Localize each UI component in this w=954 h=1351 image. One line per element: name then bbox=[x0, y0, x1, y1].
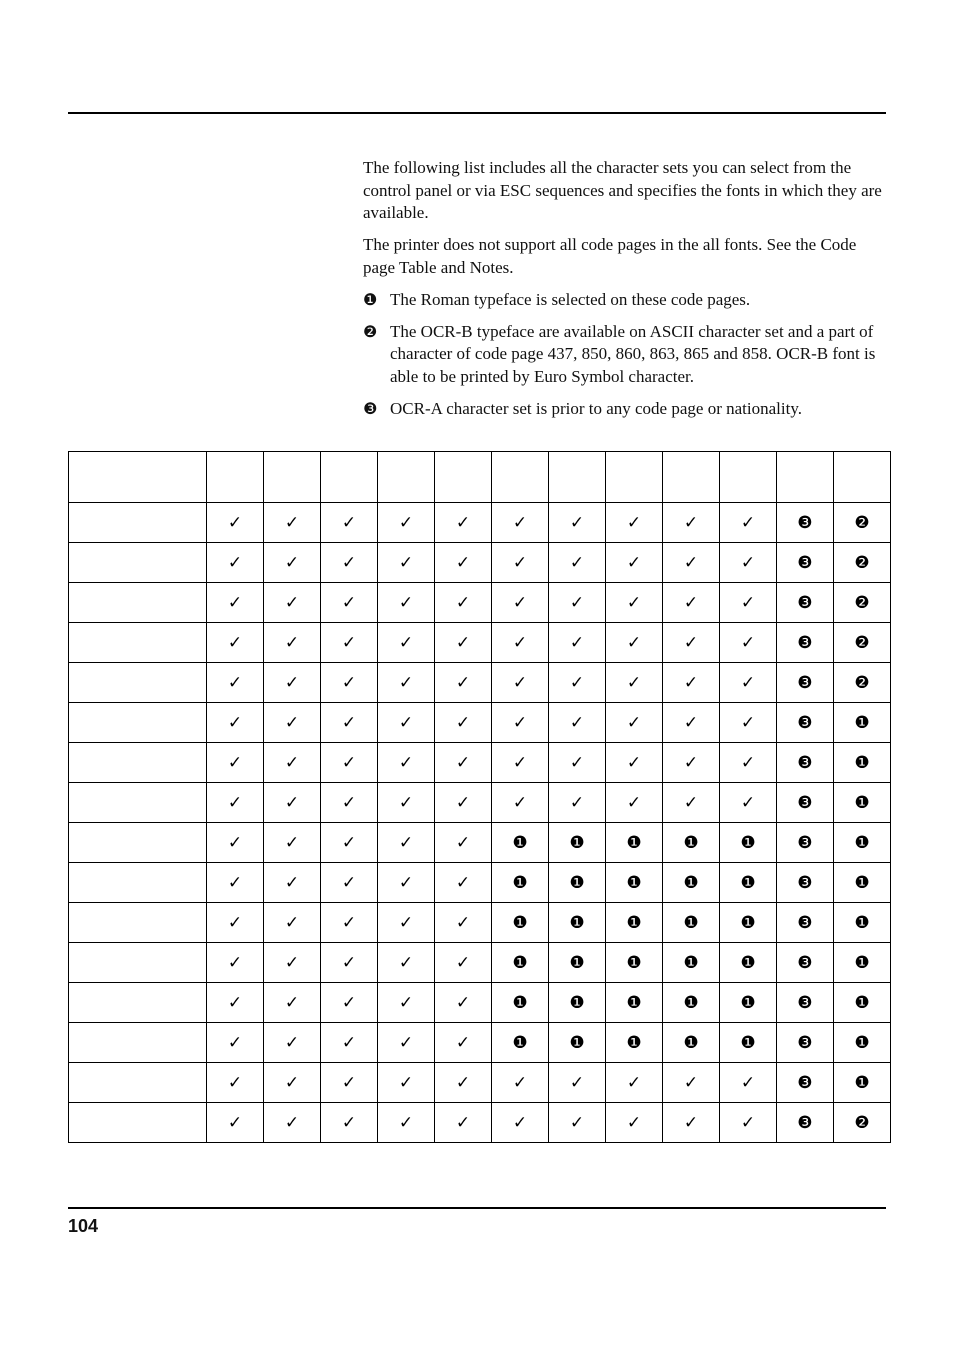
check-icon: ✓ bbox=[720, 543, 777, 583]
check-icon: ✓ bbox=[321, 1103, 378, 1143]
check-icon: ✓ bbox=[549, 1063, 606, 1103]
character-set-name-cell bbox=[69, 543, 207, 583]
check-icon: ✓ bbox=[264, 863, 321, 903]
check-icon: ✓ bbox=[492, 703, 549, 743]
note-marker-icon: ❶ bbox=[834, 903, 891, 943]
note-marker-icon: ❸ bbox=[777, 943, 834, 983]
note-marker-icon: ❷ bbox=[834, 543, 891, 583]
note-marker-icon: ❸ bbox=[777, 583, 834, 623]
check-icon: ✓ bbox=[207, 583, 264, 623]
check-icon: ✓ bbox=[264, 943, 321, 983]
check-icon: ✓ bbox=[207, 1063, 264, 1103]
check-icon: ✓ bbox=[606, 743, 663, 783]
note-marker-icon: ❶ bbox=[606, 863, 663, 903]
check-icon: ✓ bbox=[264, 543, 321, 583]
check-icon: ✓ bbox=[663, 783, 720, 823]
character-set-name-cell bbox=[69, 503, 207, 543]
check-icon: ✓ bbox=[207, 623, 264, 663]
check-icon: ✓ bbox=[606, 1103, 663, 1143]
table-row bbox=[69, 663, 891, 703]
table-row bbox=[69, 503, 891, 543]
check-icon: ✓ bbox=[720, 1063, 777, 1103]
check-icon: ✓ bbox=[492, 623, 549, 663]
check-icon: ✓ bbox=[378, 943, 435, 983]
check-icon: ✓ bbox=[321, 823, 378, 863]
check-icon: ✓ bbox=[264, 903, 321, 943]
check-icon: ✓ bbox=[321, 503, 378, 543]
character-set-table bbox=[68, 451, 891, 1143]
check-icon: ✓ bbox=[207, 543, 264, 583]
note-1 bbox=[363, 289, 888, 312]
check-icon: ✓ bbox=[264, 583, 321, 623]
footer-rule bbox=[68, 1207, 886, 1209]
check-icon: ✓ bbox=[435, 503, 492, 543]
check-icon: ✓ bbox=[435, 983, 492, 1023]
check-icon: ✓ bbox=[435, 783, 492, 823]
character-set-name-cell bbox=[69, 943, 207, 983]
table-row bbox=[69, 583, 891, 623]
check-icon: ✓ bbox=[264, 703, 321, 743]
check-icon: ✓ bbox=[264, 1103, 321, 1143]
note-marker-icon: ❶ bbox=[663, 983, 720, 1023]
check-icon: ✓ bbox=[378, 543, 435, 583]
header-cell-font-7 bbox=[549, 452, 606, 503]
check-icon: ✓ bbox=[492, 503, 549, 543]
character-set-name-cell bbox=[69, 863, 207, 903]
header-cell-font-4 bbox=[378, 452, 435, 503]
note-marker-icon: ❸ bbox=[777, 503, 834, 543]
check-icon: ✓ bbox=[606, 623, 663, 663]
check-icon: ✓ bbox=[207, 823, 264, 863]
note-2 bbox=[363, 321, 888, 389]
check-icon: ✓ bbox=[207, 943, 264, 983]
character-set-name-cell bbox=[69, 623, 207, 663]
note-marker-icon: ❶ bbox=[720, 1023, 777, 1063]
check-icon: ✓ bbox=[492, 743, 549, 783]
check-icon: ✓ bbox=[321, 743, 378, 783]
check-icon: ✓ bbox=[378, 1023, 435, 1063]
note-marker-icon: ❷ bbox=[834, 503, 891, 543]
check-icon: ✓ bbox=[435, 903, 492, 943]
check-icon: ✓ bbox=[606, 543, 663, 583]
note-marker-icon: ❸ bbox=[777, 623, 834, 663]
check-icon: ✓ bbox=[378, 983, 435, 1023]
note-marker-icon: ❶ bbox=[492, 823, 549, 863]
note-marker-icon: ❶ bbox=[492, 903, 549, 943]
table-row bbox=[69, 943, 891, 983]
table-row bbox=[69, 703, 891, 743]
check-icon: ✓ bbox=[492, 1103, 549, 1143]
note-3-text: OCR-A character set is prior to any code page or nationality. bbox=[390, 398, 802, 418]
intro-paragraph-2: The printer does not support all code pages in the all fonts. See the Code page Table and Notes. bbox=[363, 235, 857, 277]
check-icon: ✓ bbox=[264, 743, 321, 783]
check-icon: ✓ bbox=[207, 663, 264, 703]
check-icon: ✓ bbox=[264, 1063, 321, 1103]
check-icon: ✓ bbox=[207, 1023, 264, 1063]
check-icon: ✓ bbox=[321, 943, 378, 983]
check-icon: ✓ bbox=[663, 543, 720, 583]
note-marker-icon: ❶ bbox=[834, 783, 891, 823]
note-marker-icon: ❶ bbox=[720, 983, 777, 1023]
table-row bbox=[69, 1103, 891, 1143]
check-icon: ✓ bbox=[264, 503, 321, 543]
check-icon: ✓ bbox=[720, 1103, 777, 1143]
table-row bbox=[69, 863, 891, 903]
note-marker-icon: ❶ bbox=[834, 1023, 891, 1063]
check-icon: ✓ bbox=[207, 783, 264, 823]
check-icon: ✓ bbox=[378, 903, 435, 943]
check-icon: ✓ bbox=[435, 583, 492, 623]
check-icon: ✓ bbox=[492, 1063, 549, 1103]
table-row bbox=[69, 743, 891, 783]
table-row bbox=[69, 543, 891, 583]
check-icon: ✓ bbox=[549, 663, 606, 703]
check-icon: ✓ bbox=[606, 703, 663, 743]
check-icon: ✓ bbox=[321, 903, 378, 943]
header-rule bbox=[68, 112, 886, 114]
header-cell-font-11 bbox=[777, 452, 834, 503]
note-marker-icon: ❸ bbox=[777, 983, 834, 1023]
check-icon: ✓ bbox=[606, 583, 663, 623]
check-icon: ✓ bbox=[549, 623, 606, 663]
check-icon: ✓ bbox=[663, 743, 720, 783]
check-icon: ✓ bbox=[549, 743, 606, 783]
character-set-table-body bbox=[69, 452, 891, 1143]
note-1-text: The Roman typeface is selected on these code pages. bbox=[390, 289, 751, 309]
header-cell-font-1 bbox=[207, 452, 264, 503]
note-marker-icon: ❶ bbox=[606, 903, 663, 943]
table-row bbox=[69, 823, 891, 863]
check-icon: ✓ bbox=[435, 823, 492, 863]
note-marker-icon: ❶ bbox=[663, 1023, 720, 1063]
note-marker-icon: ❶ bbox=[834, 983, 891, 1023]
note-marker-icon: ❸ bbox=[777, 1063, 834, 1103]
check-icon: ✓ bbox=[378, 863, 435, 903]
check-icon: ✓ bbox=[378, 503, 435, 543]
check-icon: ✓ bbox=[435, 743, 492, 783]
note-marker-icon: ❶ bbox=[549, 943, 606, 983]
header-cell-label bbox=[69, 452, 207, 503]
note-marker-icon: ❶ bbox=[720, 863, 777, 903]
note-marker-icon: ❸ bbox=[777, 783, 834, 823]
check-icon: ✓ bbox=[264, 783, 321, 823]
check-icon: ✓ bbox=[720, 783, 777, 823]
check-icon: ✓ bbox=[207, 743, 264, 783]
note-marker-icon: ❶ bbox=[492, 1023, 549, 1063]
header-cell-font-5 bbox=[435, 452, 492, 503]
check-icon: ✓ bbox=[549, 703, 606, 743]
note-marker-icon: ❶ bbox=[663, 823, 720, 863]
check-icon: ✓ bbox=[321, 1063, 378, 1103]
table-row bbox=[69, 783, 891, 823]
check-icon: ✓ bbox=[207, 503, 264, 543]
check-icon: ✓ bbox=[435, 703, 492, 743]
character-set-name-cell bbox=[69, 1103, 207, 1143]
note-marker-icon: ❶ bbox=[549, 863, 606, 903]
check-icon: ✓ bbox=[663, 1063, 720, 1103]
note-marker-icon: ❶ bbox=[720, 823, 777, 863]
check-icon: ✓ bbox=[720, 623, 777, 663]
character-set-name-cell bbox=[69, 743, 207, 783]
check-icon: ✓ bbox=[435, 663, 492, 703]
check-icon: ✓ bbox=[492, 583, 549, 623]
check-icon: ✓ bbox=[378, 623, 435, 663]
check-icon: ✓ bbox=[720, 703, 777, 743]
check-icon: ✓ bbox=[492, 543, 549, 583]
check-icon: ✓ bbox=[207, 703, 264, 743]
character-set-name-cell bbox=[69, 783, 207, 823]
check-icon: ✓ bbox=[321, 703, 378, 743]
character-set-name-cell bbox=[69, 1063, 207, 1103]
header-cell-font-12 bbox=[834, 452, 891, 503]
header-cell-font-3 bbox=[321, 452, 378, 503]
check-icon: ✓ bbox=[663, 663, 720, 703]
character-set-name-cell bbox=[69, 1023, 207, 1063]
note-marker-icon: ❶ bbox=[606, 1023, 663, 1063]
header-cell-font-9 bbox=[663, 452, 720, 503]
character-set-name-cell bbox=[69, 663, 207, 703]
note-marker-icon: ❶ bbox=[720, 903, 777, 943]
check-icon: ✓ bbox=[321, 783, 378, 823]
note-marker-icon: ❶ bbox=[720, 943, 777, 983]
check-icon: ✓ bbox=[435, 1023, 492, 1063]
check-icon: ✓ bbox=[264, 983, 321, 1023]
check-icon: ✓ bbox=[321, 983, 378, 1023]
note-marker-icon: ❶ bbox=[492, 943, 549, 983]
check-icon: ✓ bbox=[378, 743, 435, 783]
check-icon: ✓ bbox=[264, 623, 321, 663]
check-icon: ✓ bbox=[321, 663, 378, 703]
note-marker-icon: ❸ bbox=[777, 1103, 834, 1143]
note-marker-icon: ❸ bbox=[777, 743, 834, 783]
note-marker-icon: ❶ bbox=[549, 903, 606, 943]
check-icon: ✓ bbox=[549, 543, 606, 583]
check-icon: ✓ bbox=[606, 663, 663, 703]
character-set-name-cell bbox=[69, 983, 207, 1023]
check-icon: ✓ bbox=[321, 543, 378, 583]
check-icon: ✓ bbox=[435, 543, 492, 583]
check-icon: ✓ bbox=[378, 583, 435, 623]
note-marker-icon: ❶ bbox=[663, 943, 720, 983]
page-number: 104 bbox=[68, 1216, 99, 1236]
note-2-text: The OCR-B typeface are available on ASCII character set and a part of character of code page 437, 850, 860, 863, 865 and 858. OCR-B font is able to be printed by Euro Symbol character. bbox=[390, 321, 876, 386]
check-icon: ✓ bbox=[720, 663, 777, 703]
check-icon: ✓ bbox=[378, 1103, 435, 1143]
check-icon: ✓ bbox=[720, 583, 777, 623]
check-icon: ✓ bbox=[606, 503, 663, 543]
check-icon: ✓ bbox=[378, 703, 435, 743]
intro-section bbox=[363, 157, 888, 430]
note-marker-icon: ❸ bbox=[777, 663, 834, 703]
character-set-name-cell bbox=[69, 903, 207, 943]
table-row bbox=[69, 1063, 891, 1103]
check-icon: ✓ bbox=[492, 783, 549, 823]
note-marker-icon: ❶ bbox=[834, 1063, 891, 1103]
note-2-marker-icon: ❷ bbox=[363, 321, 378, 341]
header-cell-font-2 bbox=[264, 452, 321, 503]
check-icon: ✓ bbox=[378, 663, 435, 703]
note-marker-icon: ❷ bbox=[834, 1103, 891, 1143]
check-icon: ✓ bbox=[378, 783, 435, 823]
note-marker-icon: ❸ bbox=[777, 903, 834, 943]
check-icon: ✓ bbox=[549, 1103, 606, 1143]
check-icon: ✓ bbox=[435, 943, 492, 983]
check-icon: ✓ bbox=[549, 503, 606, 543]
character-set-name-cell bbox=[69, 583, 207, 623]
note-marker-icon: ❶ bbox=[492, 863, 549, 903]
check-icon: ✓ bbox=[378, 823, 435, 863]
check-icon: ✓ bbox=[492, 663, 549, 703]
note-marker-icon: ❶ bbox=[549, 983, 606, 1023]
check-icon: ✓ bbox=[321, 583, 378, 623]
check-icon: ✓ bbox=[549, 783, 606, 823]
character-set-name-cell bbox=[69, 823, 207, 863]
note-3 bbox=[363, 398, 888, 421]
check-icon: ✓ bbox=[549, 583, 606, 623]
check-icon: ✓ bbox=[606, 1063, 663, 1103]
header-cell-font-8 bbox=[606, 452, 663, 503]
check-icon: ✓ bbox=[435, 1103, 492, 1143]
check-icon: ✓ bbox=[264, 1023, 321, 1063]
note-marker-icon: ❸ bbox=[777, 863, 834, 903]
note-marker-icon: ❶ bbox=[492, 983, 549, 1023]
note-marker-icon: ❶ bbox=[606, 983, 663, 1023]
table-row bbox=[69, 983, 891, 1023]
header-cell-font-6 bbox=[492, 452, 549, 503]
note-marker-icon: ❷ bbox=[834, 623, 891, 663]
check-icon: ✓ bbox=[663, 583, 720, 623]
note-marker-icon: ❶ bbox=[549, 1023, 606, 1063]
note-marker-icon: ❶ bbox=[606, 823, 663, 863]
check-icon: ✓ bbox=[207, 863, 264, 903]
check-icon: ✓ bbox=[207, 983, 264, 1023]
check-icon: ✓ bbox=[435, 1063, 492, 1103]
check-icon: ✓ bbox=[435, 863, 492, 903]
note-marker-icon: ❸ bbox=[777, 823, 834, 863]
note-marker-icon: ❸ bbox=[777, 703, 834, 743]
check-icon: ✓ bbox=[321, 1023, 378, 1063]
note-1-marker-icon: ❶ bbox=[363, 289, 378, 309]
note-marker-icon: ❶ bbox=[834, 943, 891, 983]
check-icon: ✓ bbox=[207, 903, 264, 943]
table-row bbox=[69, 1023, 891, 1063]
note-marker-icon: ❶ bbox=[834, 743, 891, 783]
check-icon: ✓ bbox=[663, 623, 720, 663]
intro-paragraph-1: The following list includes all the character sets you can select from the control panel or via ESC sequences and specifies the fonts in which they are available. bbox=[363, 158, 882, 222]
table-row bbox=[69, 623, 891, 663]
note-marker-icon: ❶ bbox=[834, 863, 891, 903]
note-marker-icon: ❶ bbox=[663, 903, 720, 943]
check-icon: ✓ bbox=[720, 743, 777, 783]
check-icon: ✓ bbox=[207, 1103, 264, 1143]
check-icon: ✓ bbox=[663, 1103, 720, 1143]
note-marker-icon: ❷ bbox=[834, 583, 891, 623]
note-marker-icon: ❶ bbox=[834, 823, 891, 863]
check-icon: ✓ bbox=[663, 703, 720, 743]
character-set-name-cell bbox=[69, 703, 207, 743]
check-icon: ✓ bbox=[378, 1063, 435, 1103]
check-icon: ✓ bbox=[321, 863, 378, 903]
header-cell-font-10 bbox=[720, 452, 777, 503]
note-marker-icon: ❸ bbox=[777, 1023, 834, 1063]
check-icon: ✓ bbox=[264, 823, 321, 863]
note-marker-icon: ❶ bbox=[834, 703, 891, 743]
check-icon: ✓ bbox=[663, 503, 720, 543]
check-icon: ✓ bbox=[435, 623, 492, 663]
check-icon: ✓ bbox=[264, 663, 321, 703]
note-3-marker-icon: ❸ bbox=[363, 398, 378, 418]
table-header-row bbox=[69, 452, 891, 503]
check-icon: ✓ bbox=[606, 783, 663, 823]
note-marker-icon: ❷ bbox=[834, 663, 891, 703]
table-row bbox=[69, 903, 891, 943]
note-marker-icon: ❶ bbox=[549, 823, 606, 863]
note-marker-icon: ❶ bbox=[606, 943, 663, 983]
note-marker-icon: ❸ bbox=[777, 543, 834, 583]
note-marker-icon: ❶ bbox=[663, 863, 720, 903]
check-icon: ✓ bbox=[720, 503, 777, 543]
check-icon: ✓ bbox=[321, 623, 378, 663]
